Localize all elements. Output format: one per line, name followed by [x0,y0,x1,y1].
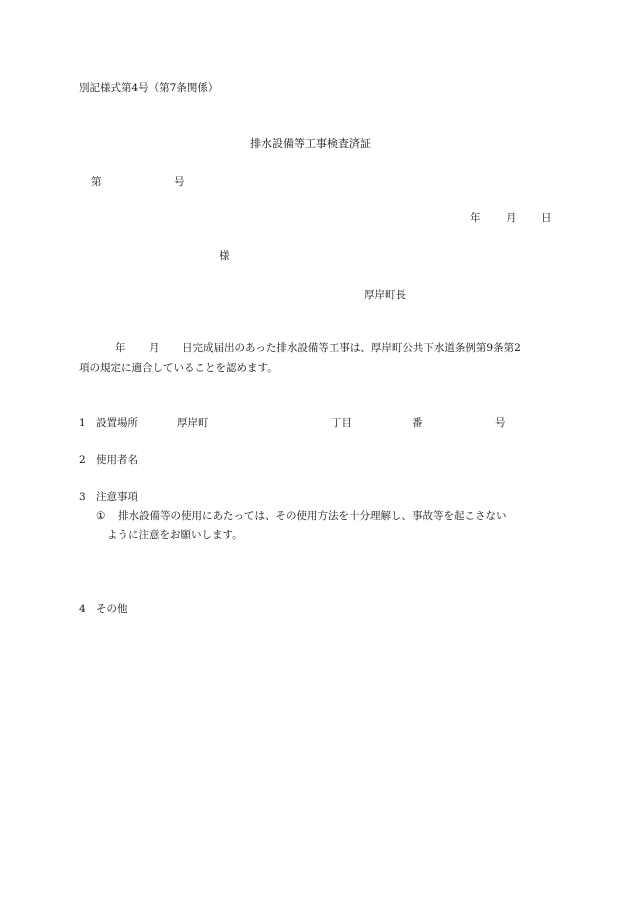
item-1-ban: 番 [412,417,423,429]
body-text-line1: 日完成届出のあった排水設備等工事は、厚岸町公共下水道条例第9条第2 [182,342,521,354]
item-1-label: 設置場所 [96,417,138,429]
number-suffix: 号 [174,176,185,188]
body-text-line2: 項の規定に適合していることを認めます。 [79,362,278,374]
item-1-go: 号 [495,417,506,429]
issuer-name: 厚岸町長 [364,289,406,301]
item-3-label: 注意事項 [96,491,138,503]
item-1-number: 1 [79,417,86,429]
date-day-label: 日 [541,212,552,224]
item-2-label: 使用者名 [96,454,138,466]
addressee-honorific: 様 [219,250,230,262]
item-4-number: 4 [79,603,86,615]
date-year-label: 年 [470,212,481,224]
item-3-number: 3 [79,491,86,503]
item-1-town: 厚岸町 [177,417,209,429]
item-3-note-marker: ① [96,510,106,522]
document-title: 排水設備等工事検査済証 [250,137,371,150]
item-2-number: 2 [79,454,86,466]
item-3-note-line2: ように注意をお願いします。 [107,529,243,541]
body-month-label: 月 [149,342,160,354]
item-4-label: その他 [96,603,128,615]
date-month-label: 月 [506,212,517,224]
item-3-note-line1: 排水設備等の使用にあたっては、その使用方法を十分理解し、事故等を起こさない [118,510,507,522]
form-reference: 別記様式第4号（第7条関係） [79,82,219,94]
body-year-label: 年 [115,342,126,354]
number-prefix: 第 [91,176,102,188]
item-1-chome: 丁目 [331,417,352,429]
